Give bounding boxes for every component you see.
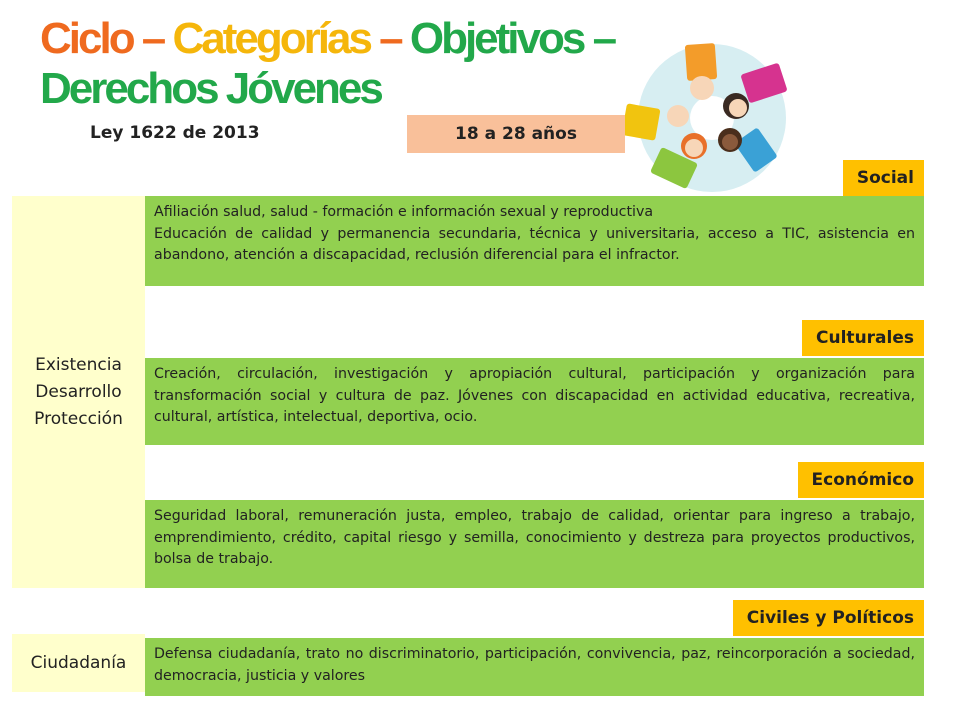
- title-line-1: [40, 14, 614, 64]
- category-content-social: [145, 196, 924, 286]
- page-title: [40, 14, 614, 114]
- left-group-existencia: [12, 196, 145, 588]
- left-group-existencia-text: [34, 352, 123, 433]
- title-word-objetivos: Objetivos: [409, 14, 584, 63]
- left-group-line: Desarrollo: [35, 381, 122, 402]
- figure-face: [685, 139, 703, 157]
- title-line-2: Derechos Jóvenes: [40, 64, 381, 113]
- title-word-categorias: Categorías: [172, 14, 370, 63]
- title-word-ciclo: Ciclo: [40, 14, 133, 63]
- content-line: Creación, circulación, investigación y apropiación cultural, participación y organización para transformación social y cultura de paz. Jóvenes con discapacidad en actividad educativa, recreativa, cultural, artística, intelectual, deportiva, ocio.: [154, 366, 915, 425]
- title-separator: –: [583, 14, 615, 63]
- left-group-line: Existencia: [35, 354, 122, 375]
- content-line: Afiliación salud, salud - formación e información sexual y reproductiva: [154, 204, 654, 220]
- age-range-badge: 18 a 28 años: [407, 115, 625, 153]
- content-line: Defensa ciudadanía, trato no discriminatorio, participación, convivencia, paz, reincorporación a sociedad, democracia, justicia y valores: [154, 646, 915, 684]
- category-label-economico: Económico: [798, 462, 924, 498]
- youth-circle-illustration: [612, 36, 802, 196]
- left-group-line: Ciudadanía: [30, 652, 127, 673]
- category-content-economico: [145, 500, 924, 588]
- left-group-ciudadania: [12, 634, 145, 692]
- category-content-culturales: [145, 358, 924, 445]
- figure-orange-shirt: [685, 43, 717, 81]
- title-separator: –: [132, 14, 173, 63]
- figure-face: [690, 76, 714, 100]
- category-label-social: Social: [843, 160, 924, 196]
- content-line: Educación de calidad y permanencia secundaria, técnica y universitaria, acceso a TIC, asistencia en abandono, atención a discapacidad, reclusión diferencial para el infractor.: [154, 225, 915, 263]
- category-label-culturales: Culturales: [802, 320, 924, 356]
- category-content-civiles-politicos: [145, 638, 924, 696]
- figure-face: [729, 99, 747, 117]
- law-reference: Ley 1622 de 2013: [90, 123, 260, 143]
- figure-face: [667, 105, 689, 127]
- figure-yellow-shirt: [621, 103, 660, 140]
- left-group-line: Protección: [34, 408, 123, 429]
- category-label-civiles-politicos: Civiles y Políticos: [733, 600, 924, 636]
- content-line: Seguridad laboral, remuneración justa, empleo, trabajo de calidad, orientar para ingreso a trabajo, emprendimiento, crédito, capital riesgo y semilla, conocimiento y destreza para proyectos productivos, bolsa de trabajo.: [154, 508, 915, 567]
- figure-face: [722, 134, 738, 150]
- title-separator: –: [369, 14, 410, 63]
